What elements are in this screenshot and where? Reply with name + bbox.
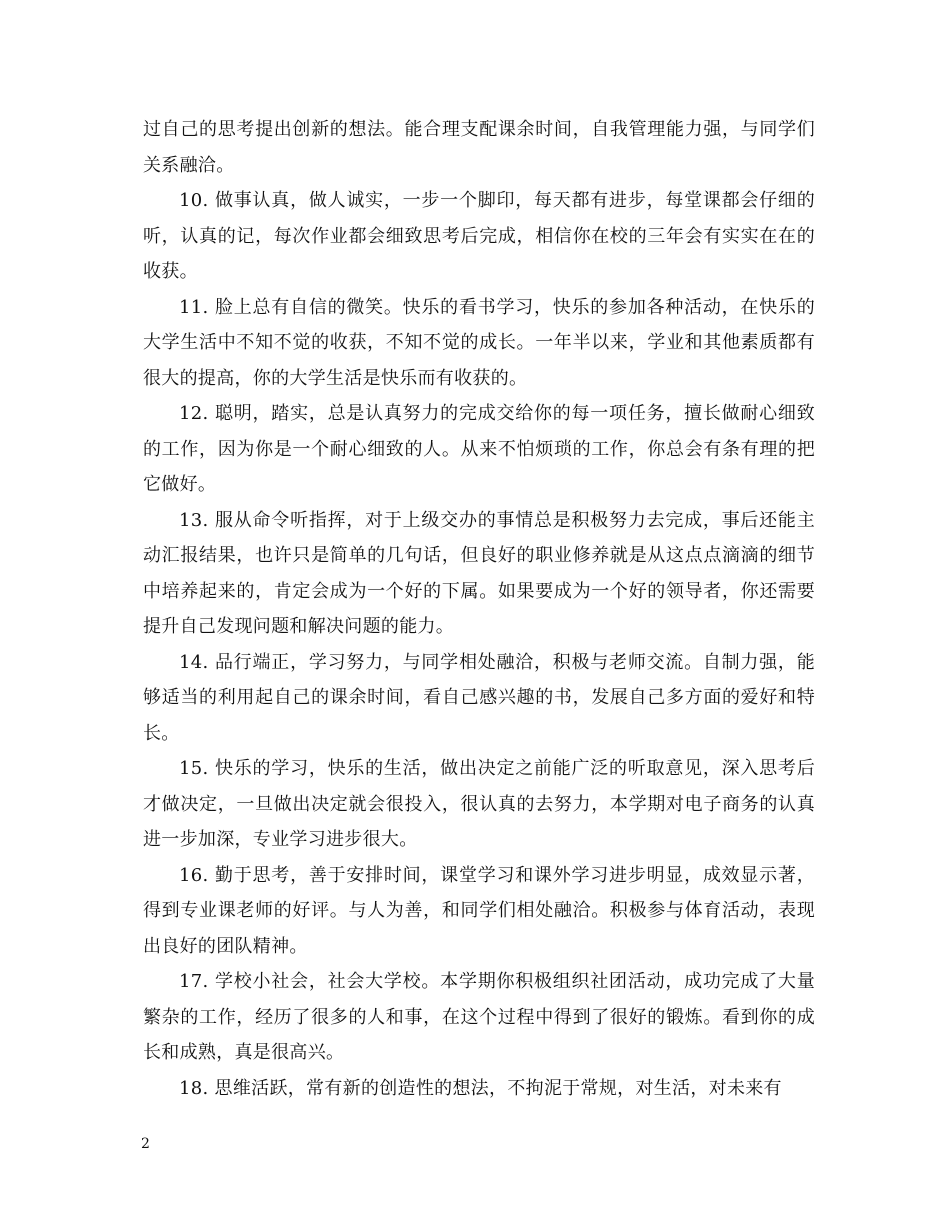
document-body	[143, 112, 815, 1106]
paragraph-item-12: 12. 聪明，踏实，总是认真努力的完成交给你的每一项任务，擅长做耐心细致的工作，因为你是一个耐心细致的人。从来不怕烦琐的工作，你总会有条有理的把它做好。	[143, 403, 815, 495]
paragraph-item-18: 18. 思维活跃，常有新的创造性的想法，不拘泥于常规，对生活，对未来有	[179, 1077, 782, 1099]
page-number: 2	[141, 1136, 150, 1152]
paragraph-continuation: 过自己的思考提出创新的想法。能合理支配课余时间，自我管理能力强，与同学们关系融洽。	[143, 119, 815, 176]
paragraph-item-16: 16. 勤于思考，善于安排时间，课堂学习和课外学习进步明显，成效显示著，得到专业课老师的好评。与人为善，和同学们相处融洽。积极参与体育活动，表现出良好的团队精神。	[143, 864, 815, 957]
paragraph-item-13: 13. 服从命令听指挥，对于上级交办的事情总是积极努力去完成，事后还能主动汇报结果，也许只是简单的几句话，但良好的职业修养就是从这点点滴滴的细节中培养起来的，肯定会成为一个好的下属。如果要成为一个好的领导者，你还需要提升自己发现问题和解决问题的能力。	[143, 509, 815, 637]
paragraph-item-11: 11. 脸上总有自信的微笑。快乐的看书学习，快乐的参加各种活动，在快乐的大学生活中不知不觉的收获，不知不觉的成长。一年半以来，学业和其他素质都有很大的提高，你的大学生活是快乐而有收获的。	[143, 296, 815, 389]
paragraph-item-10: 10. 做事认真，做人诚实，一步一个脚印，每天都有进步，每堂课都会仔细的听，认真的记，每次作业都会细致思考后完成，相信你在校的三年会有实实在在的收获。	[143, 190, 815, 282]
paragraph-item-14: 14. 品行端正，学习努力，与同学相处融洽，积极与老师交流。自制力强，能够适当的利用起自己的课余时间，看自己感兴趣的书，发展自己多方面的爱好和特长。	[143, 651, 815, 744]
paragraph-item-17: 17. 学校小社会，社会大学校。本学期你积极组织社团活动，成功完成了大量繁杂的工作，经历了很多的人和事，在这个过程中得到了很好的锻炼。看到你的成长和成熟，真是很高兴。	[143, 971, 815, 1063]
paragraph-item-15: 15. 快乐的学习，快乐的生活，做出决定之前能广泛的听取意见，深入思考后才做决定，一旦做出决定就会很投入，很认真的去努力，本学期对电子商务的认真进一步加深，专业学习进步很大。	[143, 758, 815, 850]
